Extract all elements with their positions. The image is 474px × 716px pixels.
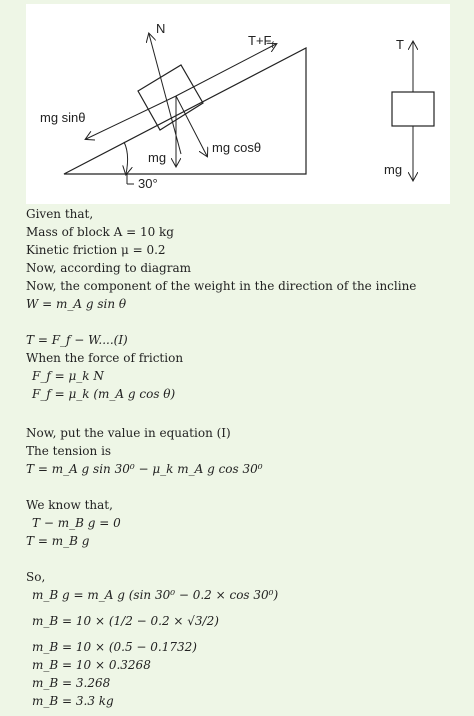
free-body-diagram [26, 4, 450, 204]
final-answer: m_B = 3.3 kg [32, 694, 114, 708]
mg-cos-arrow [176, 96, 207, 156]
equation-line: m_B g = m_A g (sin 30⁰ − 0.2 × cos 30⁰) [32, 588, 279, 602]
tension-friction-label [248, 33, 274, 50]
hanging-weight-label: mg [384, 162, 403, 177]
solution-line: Now, the component of the weight in the direction of the incline [26, 279, 417, 293]
mg-sin-arrow [86, 96, 176, 139]
equation-line: m_B = 10 × 0.3268 [32, 658, 151, 672]
block-a [138, 65, 203, 130]
solution-line: So, [26, 570, 46, 584]
solution-line: Given that, [26, 207, 94, 221]
solution-line: Kinetic friction μ = 0.2 [26, 243, 166, 257]
weight-label: mg [148, 150, 167, 165]
solution-line: We know that, [26, 498, 113, 512]
angle-arc [124, 142, 128, 174]
equation-line: T = m_B g [26, 534, 90, 548]
equation-line: T − m_B g = 0 [32, 516, 121, 530]
equation-line: T = m_A g sin 30⁰ − μ_k m_A g cos 30⁰ [26, 462, 263, 476]
solution-line: Now, according to diagram [26, 261, 191, 275]
equation-line: m_B = 10 × (1/2 − 0.2 × √3/2) [32, 614, 219, 628]
hanging-tension-label: T [396, 37, 404, 52]
equation-line: W = m_A g sin θ [26, 297, 127, 311]
angle-label: 30° [138, 176, 158, 191]
mg-cos-label: mg cosθ [212, 140, 262, 155]
tension-friction-arrow [176, 44, 276, 96]
solution-line: Mass of block A = 10 kg [26, 225, 174, 239]
equation-line: m_B = 3.268 [32, 676, 111, 690]
solution-line: The tension is [26, 444, 112, 458]
incline-wedge [64, 48, 306, 174]
equation-line: m_B = 10 × (0.5 − 0.1732) [32, 640, 197, 654]
solution-line: When the force of friction [26, 351, 184, 365]
equation-line: T = F_f − W....(I) [26, 333, 128, 347]
block-b [392, 92, 434, 126]
equation-line: F_f = μ_k N [32, 369, 104, 383]
diagram-svg [26, 4, 450, 204]
mg-sin-label: mg sinθ [40, 110, 86, 125]
tension-friction-sub: f [271, 40, 274, 50]
equation-line: F_f = μ_k (m_A g cos θ) [32, 387, 176, 401]
normal-force-label: N [156, 21, 166, 36]
solution-line: Now, put the value in equation (I) [26, 426, 231, 440]
tension-friction-main: T+F [248, 33, 272, 48]
